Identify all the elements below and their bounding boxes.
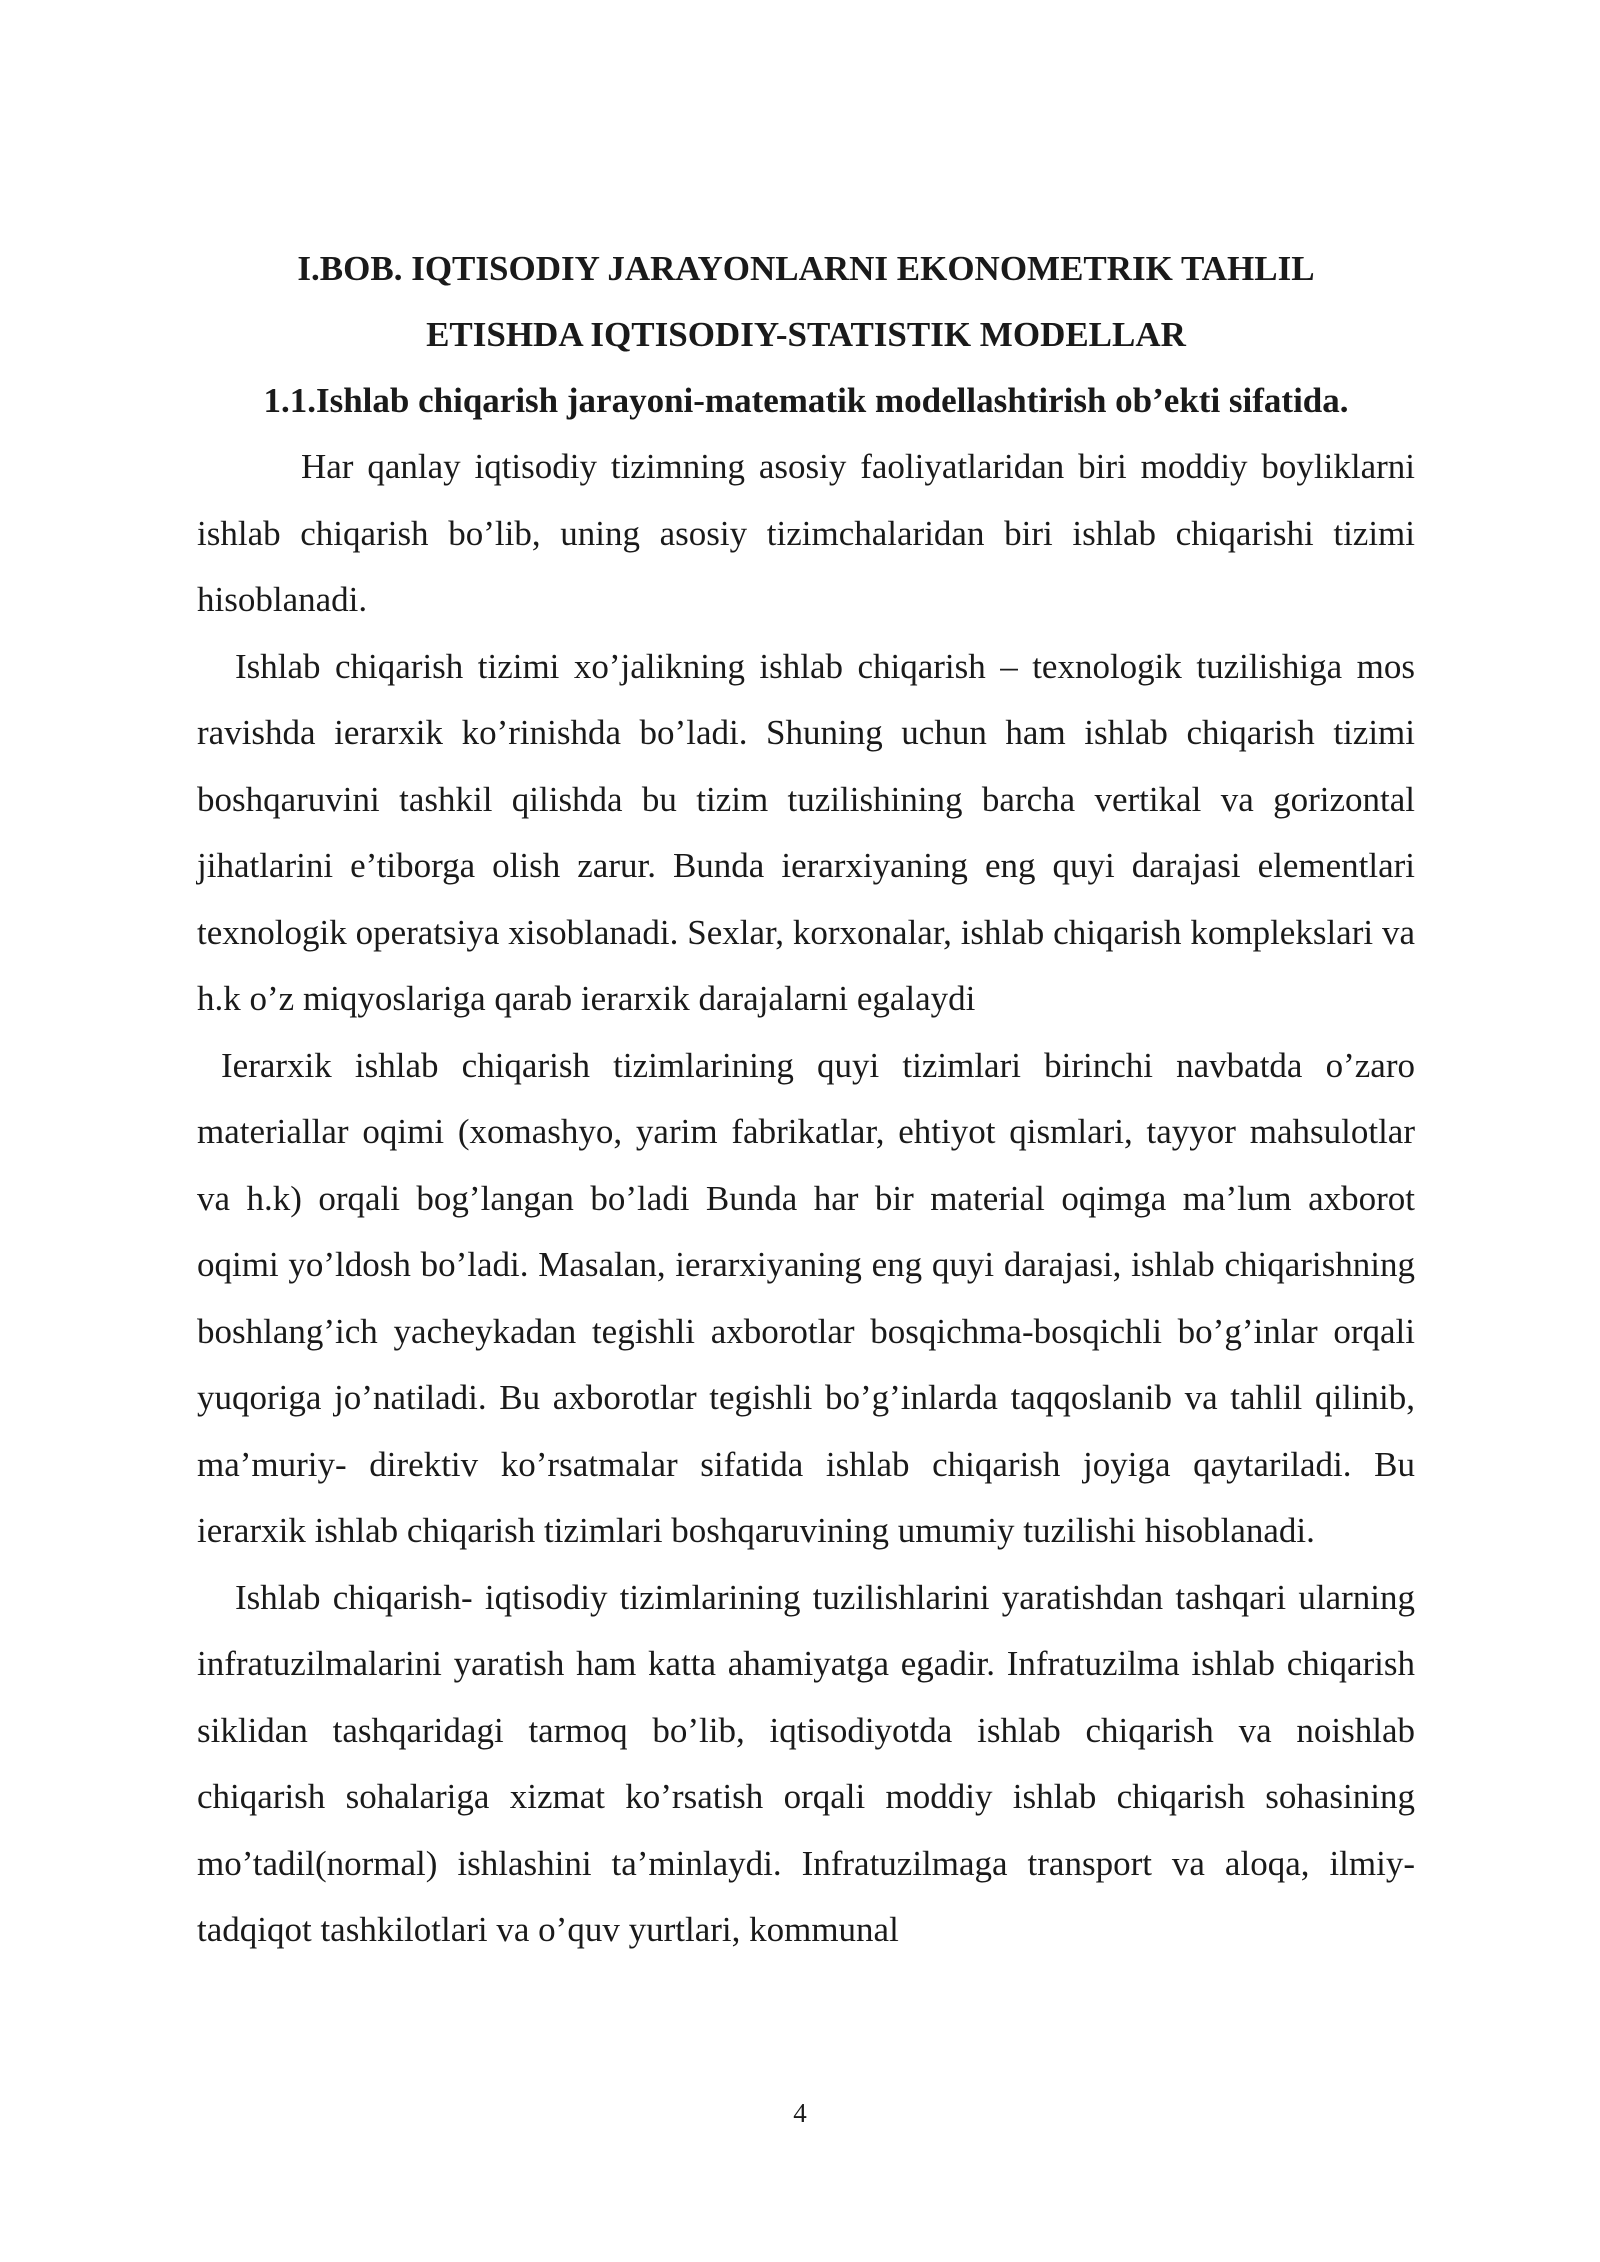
page-number: 4 bbox=[793, 2098, 807, 2128]
paragraph: Ishlab chiqarish- iqtisodiy tizimlarining tuzilishlarini yaratishdan tashqari ularning infratuzilmalarini yaratish ham katta ahamiyatga egadir. Infratuzilma ishlab chiqarish siklidan tashqaridagi tarmoq bo’lib, iqtisodiyotda ishlab chiqarish va noishlab chiqarish sohalariga xizmat ko’rsatish orqali moddiy ishlab chiqarish sohasining mo’tadil(normal) ishlashini ta’minlaydi. Infratuzilmaga transport va aloqa, ilmiy-tadqiqot tashkilotlari va o’quv yurtlari, kommunal bbox=[197, 1577, 1415, 1949]
chapter-title-line1: I.BOB. IQTISODIY JARAYONLARNI EKONOMETRIK TAHLIL bbox=[297, 249, 1315, 288]
chapter-title-line2: ETISHDA IQTISODIY-STATISTIK MODELLAR bbox=[426, 315, 1186, 354]
paragraph: Har qanlay iqtisodiy tizimning asosiy faoliyatlaridan biri moddiy boyliklarni ishlab chiqarish bo’lib, uning asosiy tizimchalaridan biri ishlab chiqarishi tizimi hisoblanadi. bbox=[197, 447, 1415, 619]
paragraph: Ishlab chiqarish tizimi xo’jalikning ishlab chiqarish – texnologik tuzilishiga mos ravishda ierarxik ko’rinishda bo’ladi. Shuning uchun ham ishlab chiqarish tizimi boshqaruvini tashkil qilishda bu tizim tuzilishining barcha vertikal va gorizontal jihatlarini e’tiborga olish zarur. Bunda ierarxiyaning eng quyi darajasi elementlari texnologik operatsiya xisoblanadi. Sexlar, korxonalar, ishlab chiqarish komplekslari va h.k o’z miqyoslariga qarab ierarxik darajalarni egalaydi bbox=[197, 646, 1415, 1018]
section-title: 1.1.Ishlab chiqarish jarayoni-matematik modellashtirish ob’ekti sifatida. bbox=[263, 381, 1349, 420]
chapter-title bbox=[197, 236, 1415, 368]
document-page bbox=[197, 236, 1415, 1964]
paragraph: Ierarxik ishlab chiqarish tizimlarining quyi tizimlari birinchi navbatda o’zaro materiallar oqimi (xomashyo, yarim fabrikatlar, ehtiyot qismlari, tayyor mahsulotlar va h.k) orqali bog’langan bo’ladi Bunda har bir material oqimga ma’lum axborot oqimi yo’ldosh bo’ladi. Masalan, ierarxiyaning eng quyi darajasi, ishlab chiqarishning boshlang’ich yacheykadan tegishli axborotlar bosqichma-bosqichli bo’g’inlar orqali yuqoriga jo’natiladi. Bu axborotlar tegishli bo’g’inlarda taqqoslanib va tahlil qilinib, ma’muriy- direktiv ko’rsatmalar sifatida ishlab chiqarish joyiga qaytariladi. Bu ierarxik ishlab chiqarish tizimlari boshqaruvining umumiy tuzilishi hisoblanadi. bbox=[197, 1045, 1415, 1550]
